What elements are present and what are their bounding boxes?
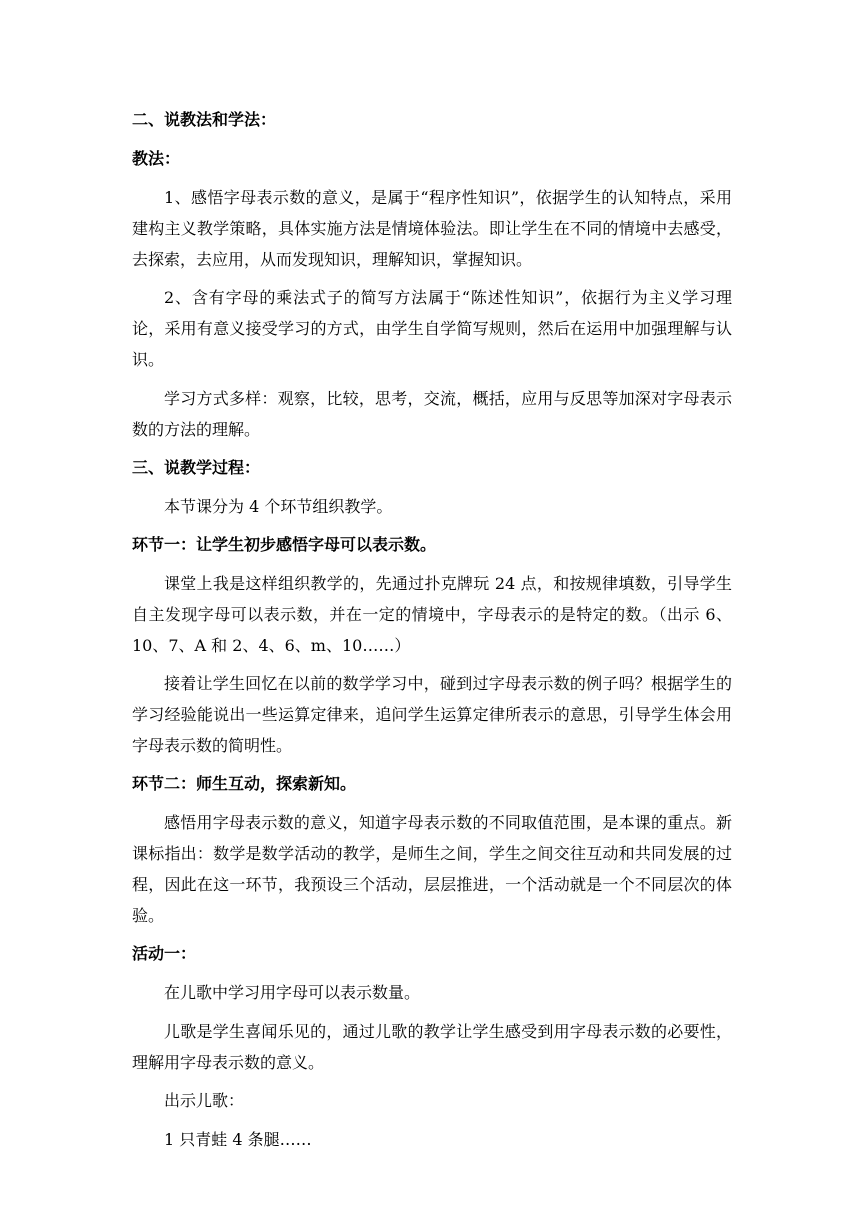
paragraph-activity-one-2: 儿歌是学生喜闻乐见的，通过儿歌的教学让学生感受到用字母表示数的必要性，理解用字母表示数的意义。 xyxy=(132,1021,732,1072)
section-heading-process: 三、说教学过程： xyxy=(132,457,261,477)
subheading-teaching-method: 教法： xyxy=(132,148,181,168)
section-heading-methods: 二、说教法和学法： xyxy=(132,110,277,129)
paragraph-method-1: 1、感悟字母表示数的意义，是属于“程序性知识”，依据学生的认知特点，采用建构主义教学策略，具体实施方法是情境体验法。即让学生在不同的情境中去感受，去探索，去应用，从而发现知识，理解知识，掌握知识。 xyxy=(132,187,732,269)
paragraph-method-2: 2、含有字母的乘法式子的简写方法属于“陈述性知识”，依据行为主义学习理论，采用有意义接受学习的方式，由学生自学简写规则，然后在运用中加强理解与认识。 xyxy=(132,288,732,369)
paragraph-stage-one-1: 课堂上我是这样组织教学的，先通过扑克牌玩 24 点，和按规律填数，引导学生自主发现字母可以表示数，并在一定的情境中，字母表示的是特定的数。（出示 6、10、7、A 和 2、4、6、m、10……） xyxy=(132,573,732,655)
document-body xyxy=(132,110,732,1168)
paragraph-show-song: 出示儿歌： xyxy=(164,1091,245,1110)
heading-stage-one: 环节一：让学生初步感悟字母可以表示数。 xyxy=(132,534,437,554)
paragraph-song-line-1: 1 只青蛙 4 条腿…… xyxy=(164,1129,312,1149)
paragraph-process-intro: 本节课分为 4 个环节组织教学。 xyxy=(164,496,393,516)
paragraph-activity-one-1: 在儿歌中学习用字母可以表示数量。 xyxy=(164,983,421,1002)
heading-stage-two: 环节二：师生互动，探索新知。 xyxy=(132,774,357,793)
paragraph-stage-two-1: 感悟用字母表示数的意义，知道字母表示数的不同取值范围，是本课的重点。新课标指出：数学是数学活动的教学，是师生之间，学生之间交往互动和共同发展的过程，因此在这一环节，我预设三个活动，层层推进，一个活动就是一个不同层次的体验。 xyxy=(132,813,732,925)
paragraph-learning-methods: 学习方式多样：观察，比较，思考，交流，概括，应用与反思等加深对字母表示数的方法的理解。 xyxy=(132,388,732,439)
paragraph-stage-one-2: 接着让学生回忆在以前的数学学习中，碰到过字母表示数的例子吗？根据学生的学习经验能说出一些运算定律来，追问学生运算定律所表示的意思，引导学生体会用字母表示数的简明性。 xyxy=(132,674,732,755)
heading-activity-one: 活动一： xyxy=(132,944,197,963)
